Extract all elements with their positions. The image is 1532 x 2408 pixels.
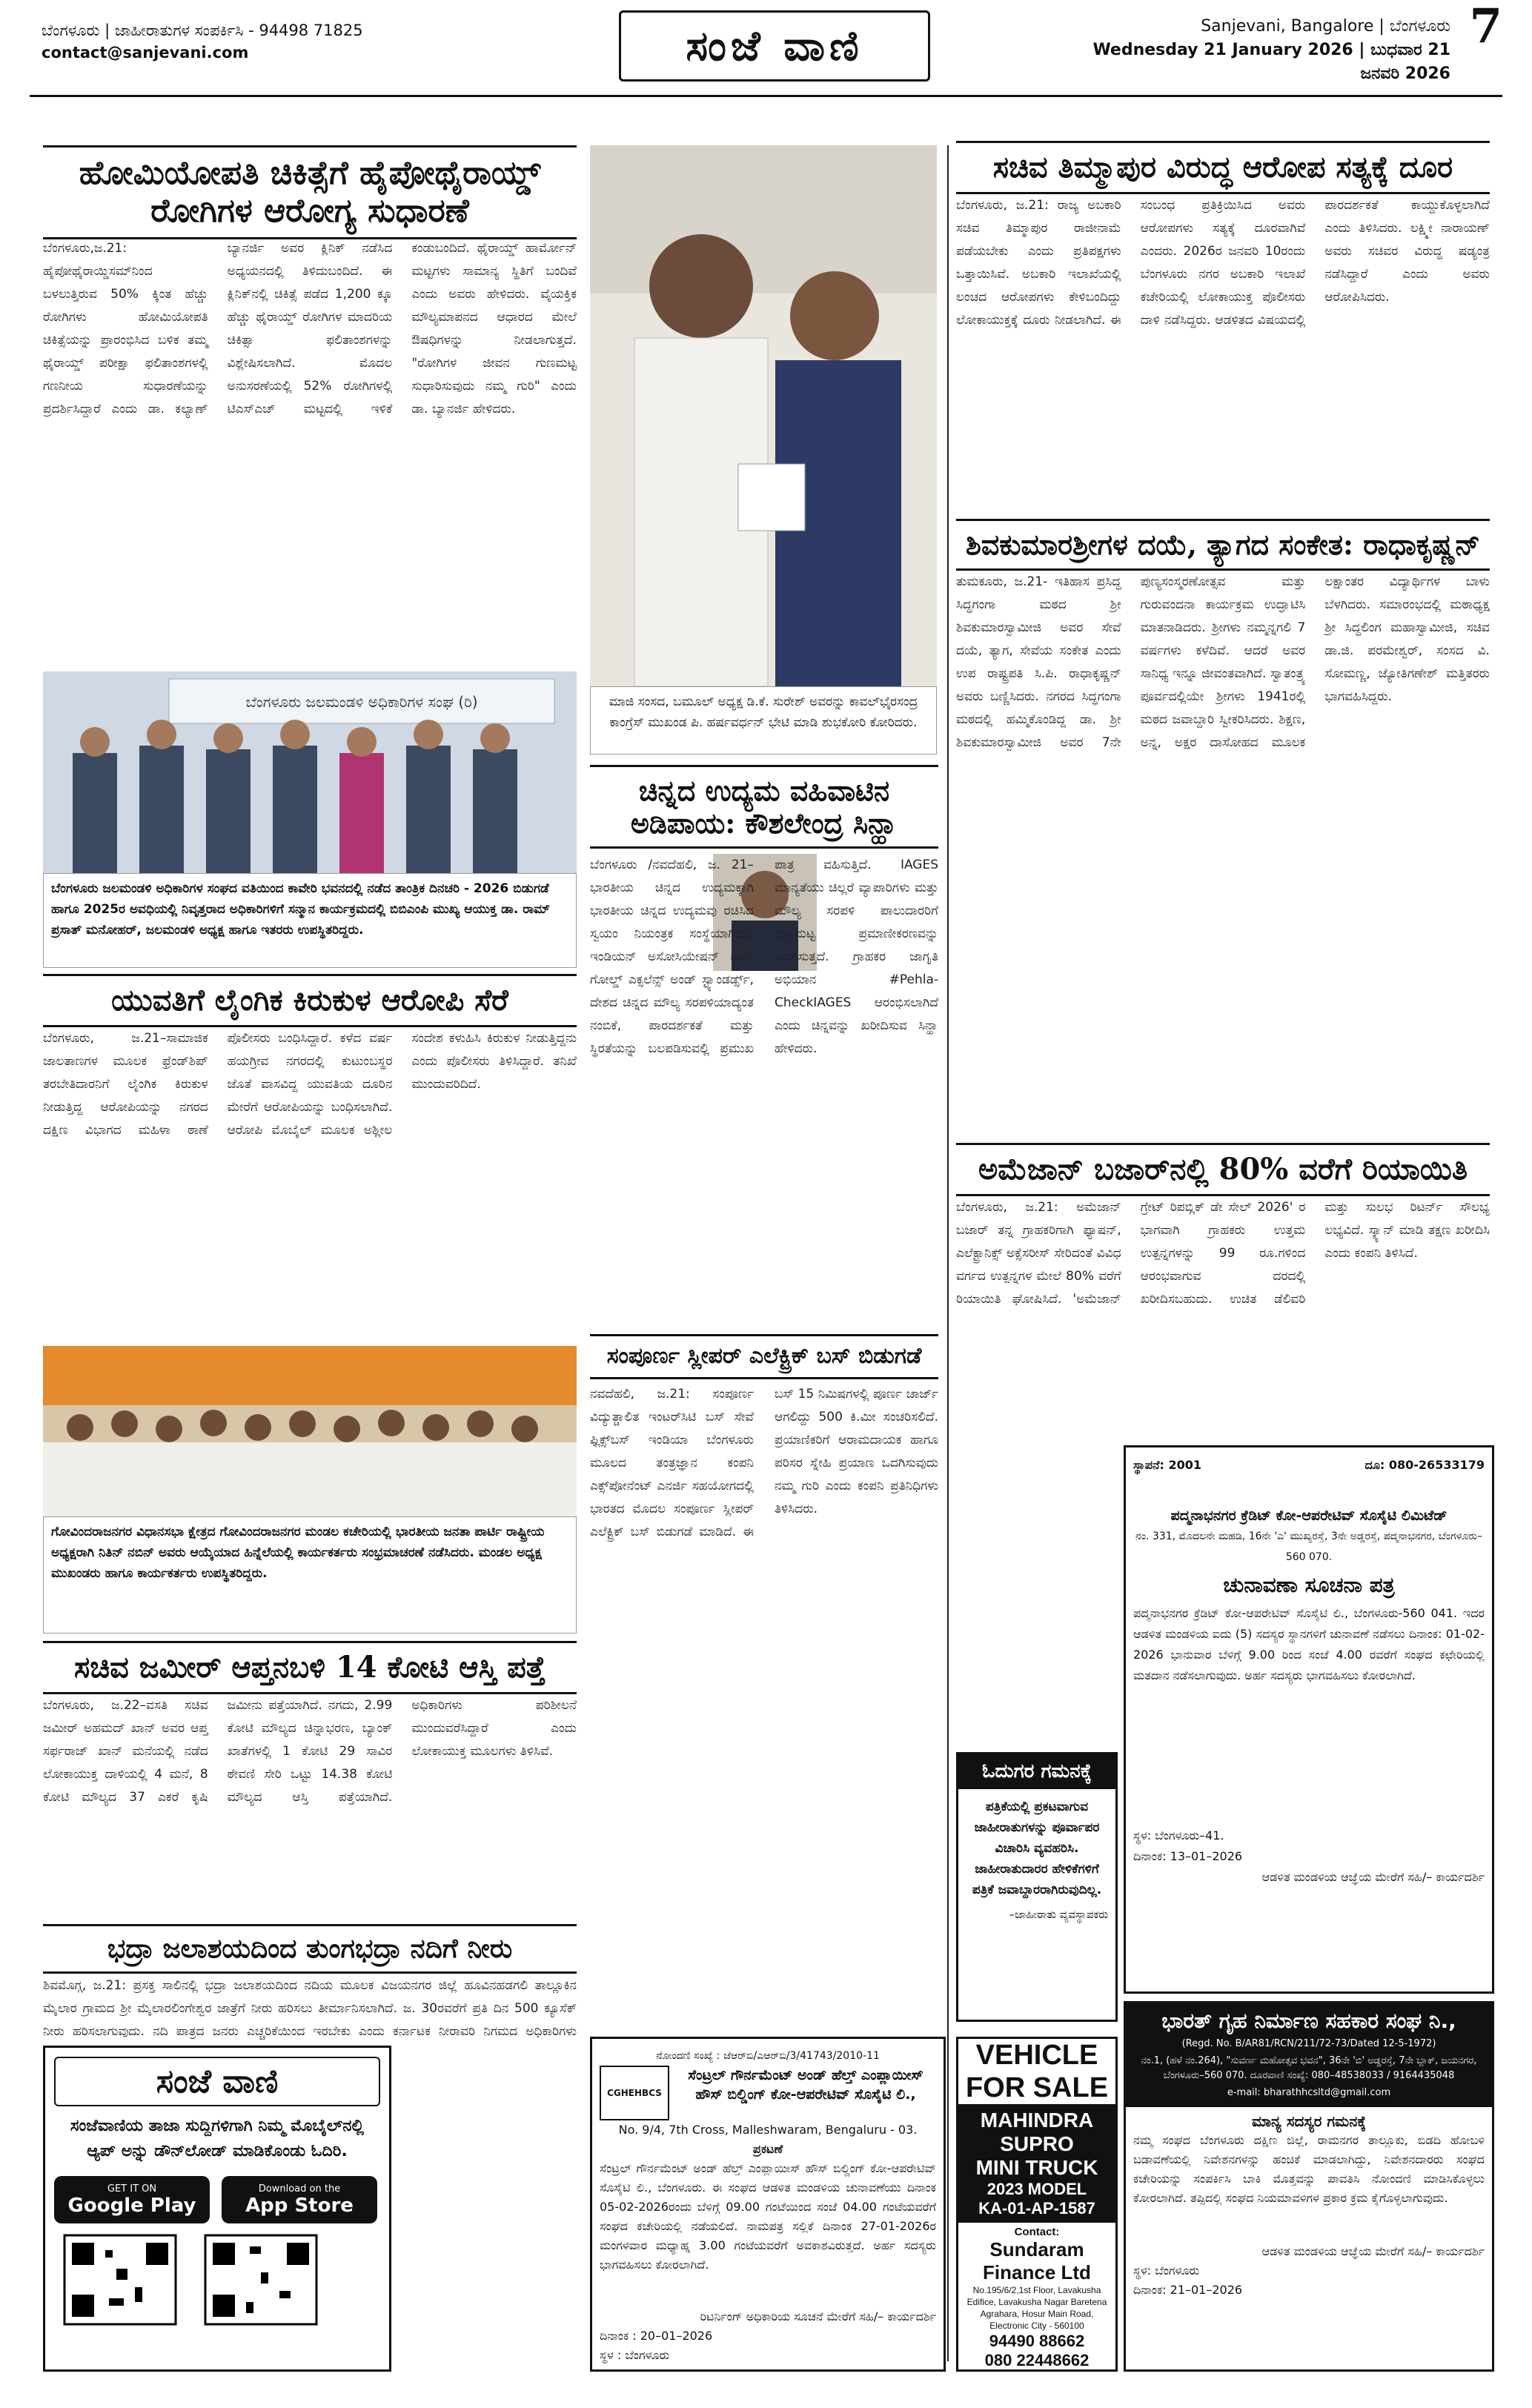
vehicle-ph2[interactable]: 080 22448662 [984, 2351, 1090, 2369]
photo-event [43, 671, 577, 873]
zameer-body: ಬೆಂಗಳೂರು, ಜ.22–ವಸತಿ ಸಚಿವ ಜಮೀರ್ ಅಹಮದ್ ಖಾನ್ ಅವರ ಆಪ್ತ ಸರ್ಫರಾಜ್ ಖಾನ್ ಮನೆಯಲ್ಲಿ ನಡೆದ ಲೋಕಾಯುಕ್ತ ದಾಳಿಯಲ್ಲಿ 4 ಮನೆ, 8 ಕೋಟಿ ಮೌಲ್ಯದ 37 ಎಕರೆ ಕೃಷಿ ಜಮೀನು ಪತ್ತೆಯಾಗಿದೆ. ನಗದು, 2.99 ಕೋಟಿ ಮೌಲ್ಯದ ಚಿನ್ನಾಭರಣ, ಬ್ಯಾಂಕ್ ಖಾತೆಗಳಲ್ಲಿ 1 ಕೋಟಿ 29 ಸಾವಿರ ಠೇವಣಿ ಸೇರಿ ಒಟ್ಟು 14.38 ಕೋಟಿ ಮೌಲ್ಯದ ಆಸ್ತಿ ಪತ್ತೆಯಾಗಿದೆ. ಅಧಿಕಾರಿಗಳು ಪರಿಶೀಲನೆ ಮುಂದುವರೆಸಿದ್ದಾರೆ ಎಂದು ಲೋಕಾಯುಕ್ತ ಮೂಲಗಳು ತಿಳಿಸಿವೆ. [43, 1698, 577, 1805]
page-number: 7 [1469, 0, 1502, 54]
central-body: ಸೆಂಟ್ರಲ್ ಗೌರ್ನಮೆಂಟ್ ಅಂಡ್ ಹೆಲ್ತ್ ಎಂಪ್ಲಾಯೀಸ್ ಹೌಸ್ ಬಿಲ್ಡಿಂಗ್ ಕೋ-ಆಪರೇಟಿವ್ ಸೊಸೈಟಿ ಲಿ., ಬೆಂಗಳೂರು. ಈ ಸಂಘದ ಆಡಳಿತ ಮಂಡಳಿಯ ಚುನಾವಣೆಯು ದಿನಾಂಕ 05-02-2026ರಂದು ಬೆಳಿಗ್ಗೆ 09.00 ಗಂಟೆಯಿಂದ ಸಂಜೆ 04.00 ಗಂಟೆಯವರೆಗೆ ಸಂಘದ ಕಚೇರಿಯಲ್ಲಿ ನಡೆಯಲಿದೆ. ನಾಮಪತ್ರ ಸಲ್ಲಿಕೆ ದಿನಾಂಕ 27-01-2026ರ ಮಂಗಳವಾರ ಮಧ್ಯಾಹ್ನ 3.00 ಗಂಟೆಯವರೆಗೆ ಅವಕಾಶವಿರುತ್ತದೆ. ಅರ್ಹ ಸದಸ್ಯರು ಭಾಗವಹಿಸಲು ಕೋರಲಾಗಿದೆ. [600, 2161, 936, 2272]
vehicle-l3: MAHINDRA [980, 2109, 1094, 2132]
masthead-left [42, 19, 457, 64]
coop-sign: ಆಡಳಿತ ಮಂಡಳಿಯ ಆಜ್ಞೆಯ ಮೇರೆಗೆ ಸಹಿ/– ಕಾರ್ಯದರ್ಶಿ [1261, 1870, 1485, 1884]
central-logo: CGHEHBCS [600, 2066, 669, 2120]
date-line: Wednesday 21 January 2026 | ಬುಧವಾರ 21 ಜನವರಿ 2026 [1092, 41, 1450, 83]
photo-bjp-caption: ಗೋವಿಂದರಾಜನಗರ ವಿಧಾನಸಭಾ ಕ್ಷೇತ್ರದ ಗೋವಿಂದರಾಜನಗರ ಮಂಡಲ ಕಚೇರಿಯಲ್ಲಿ ಭಾರತೀಯ ಜನತಾ ಪಾರ್ಟಿ ರಾಷ್ಟ್ರೀಯ ಅಧ್ಯಕ್ಷರಾಗಿ ನಿತಿನ್ ನಬಿನ್ ಅವರು ಆಯ್ಕೆಯಾದ ಹಿನ್ನೆಲೆಯಲ್ಲಿ ಕಾರ್ಯಕರ್ತರು ಸಂಭ್ರಮಾಚರಣೆ ನಡೆಸಿದರು. ಮಂಡಲ ಅಧ್ಯಕ್ಷ ಮುಖಂಡರು ಹಾಗೂ ಕಾರ್ಯಕರ್ತರು ಉಪಸ್ಥಿತರಿದ್ದರು. [43, 1516, 577, 1633]
chinnada-body: ಬೆಂಗಳೂರು /ನವದೆಹಲಿ, ಜ. 21– ಭಾರತೀಯ ಚಿನ್ನದ ಉದ್ಯಮಕ್ಕಾಗಿ ಭಾರತೀಯ ಚಿನ್ನದ ಉದ್ಯಮವು ರಚಿಸಿದ ಸ್ವಯಂ ನಿಯಂತ್ರಕ ಸಂಸ್ಥೆಯಾಗಿರುವ ಇಂಡಿಯನ್ ಅಸೋಸಿಯೇಷನ್ ಫಾರ್ ಗೋಲ್ಡ್ ಎಕ್ಸಲೆನ್ಸ್ ಅಂಡ್ ಸ್ಟ್ಯಾಂಡರ್ಡ್ಸ್, ದೇಶದ ಚಿನ್ನದ ಮೌಲ್ಯ ಸರಪಳಿಯಾದ್ಯಂತ ನಂಬಿಕೆ, ಪಾರದರ್ಶಕತೆ ಮತ್ತು ಸ್ಥಿರತೆಯನ್ನು ಬಲಪಡಿಸುವಲ್ಲಿ ಪ್ರಮುಖ ಪಾತ್ರ ವಹಿಸುತ್ತಿದೆ. IAGES ಮಾನ್ಯತೆಯು ಚಿಲ್ಲರೆ ವ್ಯಾಪಾರಿಗಳು ಮತ್ತು ಮೌಲ್ಯ ಸರಪಳಿ ಪಾಲುದಾರರಿಗೆ ಗುಣಮಟ್ಟ ಪ್ರಮಾಣೀಕರಣವನ್ನು ಒದಗಿಸುತ್ತದೆ. ಗ್ರಾಹಕರ ಜಾಗೃತಿ ಅಭಿಯಾನ #Pehla-CheckIAGES ಆರಂಭಿಸಲಾಗಿದೆ ಎಂದು ಚಿನ್ನವನ್ನು ಖರೀದಿಸುವ ಸಿನ್ಹಾ ಹೇಳಿದರು. [590, 858, 938, 1056]
housing-date: ದಿನಾಂಕ: 21–01–2026 [1133, 2283, 1243, 2297]
coop-body: ಪದ್ಮನಾಭನಗರ ಕ್ರೆಡಿಟ್ ಕೋ-ಆಪರೇಟಿವ್ ಸೊಸೈಟಿ ಲಿ., ಬೆಂಗಳೂರು-560 041. ಇದರ ಆಡಳಿತ ಮಂಡಳಿಯ ಐದು (5) ಸದಸ್ಯರ ಸ್ಥಾನಗಳಿಗೆ ಚುನಾವಣೆ ನಡೆಸಲು ದಿನಾಂಕ: 01-02-2026 ಭಾನುವಾರ ಬೆಳಿಗ್ಗೆ 9.00 ರಿಂದ ಸಂಜೆ 4.00 ರವರೆಗೆ ಸಂಘದ ಕಛೇರಿಯಲ್ಲಿ ಮತದಾನ ನಡೆಸಲಾಗುವುದು. ಅರ್ಹ ಸದಸ್ಯರು ಭಾಗವಹಿಸಲು ಕೋರಲಾಗಿದೆ. [1133, 1606, 1485, 1682]
qr-code-android[interactable] [64, 2235, 176, 2324]
central-society-notice [590, 2037, 946, 2372]
newspaper-logo [619, 10, 930, 82]
homeo-headline-line2: ರೋಗಿಗಳ ಆರೋಗ್ಯ ಸುಧಾರಣೆ [150, 191, 469, 230]
app-ad-text: ಸಂಜೆವಾಣಿಯ ತಾಜಾ ಸುದ್ದಿಗಳಿಗಾಗಿ ನಿಮ್ಮ ಮೊಬೈಲ್‌ನಲ್ಲಿ ಆ್ಯಪ್ ಅನ್ನು ಡೌನ್‌ಲೋಡ್ ಮಾಡಿಕೊಂಡು ಓದಿರಿ. [70, 2117, 365, 2160]
bhadra-body-top: ಶಿವಮೊಗ್ಗ, ಜ.21: ಪ್ರಸಕ್ತ ಸಾಲಿನಲ್ಲಿ ಭದ್ರಾ ಜಲಾಶಯದಿಂದ ನದಿಯ ಮೂಲಕ ವಿಜಯನಗರ ಜಿಲ್ಲೆ ಹೂವಿನಹಡಗಲಿ ತಾಲ್ಲೂಕಿನ ಮೈಲಾರ ಗ್ರಾಮದ ಶ್ರೀ ಮೈಲಾರಲಿಂಗೇಶ್ವರ ಜಾತ್ರೆಗೆ ನೀರು ಹರಿಸಲು ತೀರ್ಮಾನಿಸಲಾಗಿದೆ. ಜ. 30ರವರೆಗೆ ಪ್ರತಿ ದಿನ 500 ಕ್ಯೂಸೆಕ್ ನೀರು ಹರಿಸಲಾಗುವುದು. ನದಿ ಪಾತ್ರದ ಜನರು ಎಚ್ಚರಿಕೆಯಿಂದ ಇರಬೇಕು ಎಂದು ಕರ್ನಾಟಕ ನೀರಾವರಿ ನಿಗಮದ ಅಧಿಕಾರಿಗಳು [43, 1978, 577, 2039]
app-ad-logo: ಸಂಜೆ ವಾಣಿ [54, 2057, 380, 2106]
crowd-illustration [43, 1346, 577, 1516]
photo-people-illustration [590, 145, 937, 686]
google-play-small: GET IT ON [107, 2183, 157, 2195]
housing-sign: ಆಡಳಿತ ಮಂಡಳಿಯ ಆಜ್ಞೆಯ ಮೇರೆಗೆ ಸಹಿ/– ಕಾರ್ಯದರ್ಶಿ [1261, 2244, 1485, 2258]
event-banner-text: ಬೆಂಗಳೂರು ಜಲಮಂಡಳಿ ಅಧಿಕಾರಿಗಳ ಸಂಘ (ರಿ) [245, 693, 478, 711]
housing-title: ಮಾನ್ಯ ಸದಸ್ಯರ ಗಮನಕ್ಕೆ [1251, 2112, 1367, 2130]
qr-code-ios[interactable] [205, 2235, 316, 2324]
readers-notice-sign: –ಜಾಹೀರಾತು ವ್ಯವಸ್ಥಾಪಕರು [1009, 1908, 1108, 1921]
vehicle-l5: MINI TRUCK [975, 2156, 1098, 2179]
vehicle-firm1: Sundaram [989, 2238, 1084, 2261]
vehicle-l6: 2023 MODEL [986, 2180, 1087, 2198]
photo-suresh-caption: ಮಾಜಿ ಸಂಸದ, ಬಮೂಲ್ ಅಧ್ಯಕ್ಷ ಡಿ.ಕೆ. ಸುರೇಶ್ ಅವರನ್ನು ಕಾವಲ್‌ಭೈರಸಂದ್ರ ಕಾಂಗ್ರೆಸ್ ಮುಖಂಡ ಪಿ. ಹರ್ಷವರ್ಧನ್ ಭೇಟಿ ಮಾಡಿ ಶುಭಕೋರಿ ಕೋರಿದರು. [590, 686, 937, 754]
vehicle-l7: KA-01-AP-1587 [978, 2199, 1095, 2218]
vehicle-addr: No.195/6/2,1st Floor, Lavakusha Edifice, Lavakusha Nagar Baretena Agrahara, Hosur Main Road, Electronic City - 560100 [966, 2285, 1107, 2331]
sachiva-body: ಬೆಂಗಳೂರು, ಜ.21: ರಾಜ್ಯ ಅಬಕಾರಿ ಸಚಿವ ತಿಮ್ಮಾಪುರ ರಾಜೀನಾಮೆ ಪಡೆಯಬೇಕು ಎಂದು ಪ್ರತಿಪಕ್ಷಗಳು ಒತ್ತಾಯಿಸಿವೆ. ಅಬಕಾರಿ ಇಲಾಖೆಯಲ್ಲಿ ಲಂಚದ ಆರೋಪಗಳು ಕೇಳಿಬಂದಿದ್ದು ಲೋಕಾಯುಕ್ತಕ್ಕೆ ದೂರು ನೀಡಲಾಗಿದೆ. ಈ ಸಂಬಂಧ ಪ್ರತಿಕ್ರಿಯಿಸಿದ ಅವರು ಆರೋಪಗಳು ಸತ್ಯಕ್ಕೆ ದೂರವಾಗಿವೆ ಎಂದರು. 2026ರ ಜನವರಿ 10ರಂದು ಬೆಂಗಳೂರು ನಗರ ಅಬಕಾರಿ ಇಲಾಖೆ ಕಚೇರಿಯಲ್ಲಿ ಲೋಕಾಯುಕ್ತ ಪೊಲೀಸರು ದಾಳಿ ನಡೆಸಿದ್ದರು. ಆಡಳಿತದ ವಿಷಯದಲ್ಲಿ ಪಾರದರ್ಶಕತೆ ಕಾಯ್ದುಕೊಳ್ಳಲಾಗಿದೆ ಎಂದು ತಿಳಿಸಿದರು. ಲಕ್ಷ್ಮೀ ನಾರಾಯಣ್ ಅವರು ಸಚಿವರ ವಿರುದ್ಧ ಷಡ್ಯಂತ್ರ ನಡೆಸಿದ್ದಾರೆ ಎಂದು ಅವರು ಆರೋಪಿಸಿದರು. [956, 198, 1490, 328]
vehicle-contact: Contact: [1014, 2226, 1060, 2238]
ad-contact-line: ಬೆಂಗಳೂರು | ಜಾಹೀರಾತುಗಳ ಸಂಪರ್ಕಿಸಿ - 94498 71825 [42, 21, 363, 39]
vehicle-l4: SUPRO [1000, 2132, 1074, 2155]
app-store-label: App Store [245, 2194, 354, 2217]
housing-society-notice [1124, 2001, 1494, 2372]
photo-bjp [43, 1346, 577, 1516]
google-play-button[interactable] [54, 2176, 210, 2223]
coop-address: ನಂ. 331, ಮೊದಲನೇ ಮಹಡಿ, 16ನೇ 'ಎ' ಮುಖ್ಯರಸ್ತೆ, 3ನೇ ಅಡ್ಡರಸ್ತೆ, ಪದ್ಮನಾಭನಗರ, ಬೆಂಗಳೂರು–560 070. [1135, 1530, 1482, 1563]
photo-event-caption: ಬೆಂಗಳೂರು ಜಲಮಂಡಳಿ ಅಧಿಕಾರಿಗಳ ಸಂಘದ ವತಿಯಿಂದ ಕಾವೇರಿ ಭವನದಲ್ಲಿ ನಡೆದ ತಾಂತ್ರಿಕ ದಿನಚರಿ - 2026 ಬಿಡುಗಡೆ ಹಾಗೂ 2025ರ ಅವಧಿಯಲ್ಲಿ ನಿವೃತ್ತರಾದ ಅಧಿಕಾರಿಗಳಿಗೆ ಸನ್ಮಾನ ಕಾರ್ಯಕ್ರಮದಲ್ಲಿ ಬಿಬಿಎಂಪಿ ಮುಖ್ಯ ಆಯುಕ್ತ ಡಾ. ರಾಮ್ ಪ್ರಸಾತ್ ಮನೋಹರ್, ಜಲಮಂಡಳಿ ಅಧ್ಯಕ್ಷ ಹಾಗೂ ಇತರರು ಉಪಸ್ಥಿತರಿದ್ದರು. [43, 873, 577, 968]
coop-established: ಸ್ಥಾಪನೆ: 2001 [1133, 1458, 1202, 1472]
app-download-ad [43, 2046, 391, 2372]
yuvati-headline: ಯುವತಿಗೆ ಲೈಂಗಿಕ ಕಿರುಕುಳ ಆರೋಪಿ ಸೆರೆ [43, 974, 577, 1027]
housing-reg: (Regd. No. B/AR81/RCN/211/72-73/Dated 12-5-1972) [1181, 2038, 1436, 2049]
column-divider [947, 145, 949, 2361]
readers-notice [956, 1752, 1118, 2022]
app-store-small: Download on the [258, 2183, 341, 2195]
masthead-right [1087, 0, 1502, 86]
chinnada-headline-line1: ಚಿನ್ನದ ಉದ್ಯಮ ವಹಿವಾಟಿನ [638, 774, 890, 807]
bus-body: ನವದೆಹಲಿ, ಜ.21: ಸಂಪೂರ್ಣ ವಿದ್ಯುತ್ಚಾಲಿತ ಇಂಟರ್‌ಸಿಟಿ ಬಸ್ ಸೇವೆ ಫ್ಲಿಕ್ಸ್‌ಬಸ್ ಇಂಡಿಯಾ ಬೆಂಗಳೂರು ಮೂಲದ ತಂತ್ರಜ್ಞಾನ ಕಂಪನಿ ಎಕ್ಸ್‌ಪೋನೆಂಟ್ ಎನರ್ಜಿ ಸಹಯೋಗದಲ್ಲಿ ಭಾರತದ ಮೊದಲ ಸಂಪೂರ್ಣ ಸ್ಲೀಪರ್ ಎಲೆಕ್ಟ್ರಿಕ್ ಬಸ್ ಬಿಡುಗಡೆ ಮಾಡಿದೆ. ಈ ಬಸ್ 15 ನಿಮಿಷಗಳಲ್ಲಿ ಪೂರ್ಣ ಚಾರ್ಜ್ ಆಗಲಿದ್ದು 500 ಕಿ.ಮೀ ಸಂಚರಿಸಲಿದೆ. ಪ್ರಯಾಣಿಕರಿಗೆ ಆರಾಮದಾಯಕ ಹಾಗೂ ಪರಿಸರ ಸ್ನೇಹಿ ಪ್ರಯಾಣ ಒದಗಿಸುವುದು ನಮ್ಮ ಗುರಿ ಎಂದು ಕಂಪನಿ ಪ್ರತಿನಿಧಿಗಳು ತಿಳಿಸಿದರು. [590, 1387, 938, 1539]
coop-name: ಪದ್ಮನಾಭನಗರ ಕ್ರೆಡಿಟ್ ಕೋ-ಆಪರೇಟಿವ್ ಸೊಸೈಟಿ ಲಿಮಿಟೆಡ್ [1170, 1508, 1448, 1524]
housing-place: ಸ್ಥಳ: ಬೆಂಗಳೂರು [1133, 2263, 1200, 2278]
event-stage-illustration [43, 671, 577, 873]
google-play-label: Google Play [67, 2194, 196, 2217]
central-place: ಸ್ಥಳ : ಬೆಂಗಳೂರು [600, 2348, 670, 2362]
zameer-headline: ಸಚಿವ ಜಮೀರ್ ಆಪ್ತನಬಳಿ 14 ಕೋಟಿ ಆಸ್ತಿ ಪತ್ತೆ [43, 1641, 577, 1694]
readers-notice-header: ಓದುಗರ ಗಮನಕ್ಕೆ [958, 1754, 1115, 1789]
vehicle-for-sale-ad [956, 2037, 1118, 2372]
chinnada-headline [590, 765, 938, 849]
chinnada-headline-line2: ಅಡಿಪಾಯ: ಕೌಶಲೇಂದ್ರ ಸಿನ್ಹಾ [630, 806, 898, 840]
vehicle-l2: FOR SALE [965, 2072, 1109, 2103]
photo-suresh [590, 145, 937, 686]
vehicle-firm2: Finance Ltd [983, 2261, 1091, 2283]
central-title: ಪ್ರಕಟಣೆ [752, 2142, 783, 2156]
coop-title: ಚುನಾವಣಾ ಸೂಚನಾ ಪತ್ರ [1223, 1573, 1395, 1597]
coop-phone: ದೂ: 080-26533179 [1364, 1458, 1485, 1472]
edition-line: Sanjevani, Bangalore | ಬೆಂಗಳೂರು [1201, 17, 1450, 36]
housing-body: ನಮ್ಮ ಸಂಘದ ಬೆಂಗಳೂರು ದಕ್ಷಿಣ ಜಿಲ್ಲೆ, ರಾಮನಗರ ತಾಲ್ಲೂಕು, ಬಿಡದಿ ಹೋಬಳಿ ಬಡಾವಣೆಯಲ್ಲಿ ನಿವೇಶನಗಳನ್ನು ಹಂಚಿಕೆ ಮಾಡಲಾಗಿದ್ದು, ನಿವೇಶನದಾರರು ಸಂಘದ ಕಚೇರಿಯನ್ನು ಸಂಪರ್ಕಿಸಿ ಬಾಕಿ ಮೊತ್ತವನ್ನು ಪಾವತಿಸಿ ನೋಂದಣಿ ಮಾಡಿಸಿಕೊಳ್ಳಲು ಕೋರಲಾಗಿದೆ. ತಪ್ಪಿದಲ್ಲಿ ಸಂಘದ ನಿಯಮಾವಳಿಗಳ ಪ್ರಕಾರ ಕ್ರಮ ಕೈಗೊಳ್ಳಲಾಗುವುದು. [1133, 2133, 1485, 2205]
masthead-rule [30, 95, 1502, 97]
tiptur-headline: ಶಿವಕುಮಾರಶ್ರೀಗಳ ದಯೆ, ತ್ಯಾಗದ ಸಂಕೇತ: ರಾಧಾಕೃಷ್ಣನ್ [956, 519, 1490, 571]
app-store-button[interactable] [222, 2176, 377, 2223]
amazon-headline: ಅಮೆಜಾನ್ ಬಜಾರ್‌ನಲ್ಲಿ 80% ವರೆಗೆ ರಿಯಾಯಿತಿ [956, 1143, 1490, 1196]
central-sign: ರಿಟರ್ನಿಂಗ್ ಅಧಿಕಾರಿಯ ಸೂಚನೆ ಮೇರೆಗೆ ಸಹಿ/– ಕಾರ್ಯದರ್ಶಿ [700, 2309, 936, 2324]
housing-email[interactable]: e-mail: bharathhcsltd@gmail.com [1227, 2087, 1391, 2098]
sachiva-headline: ಸಚಿವ ತಿಮ್ಮಾಪುರ ವಿರುದ್ಧ ಆರೋಪ ಸತ್ಯಕ್ಕೆ ದೂರ [956, 141, 1490, 194]
readers-notice-body: ಪತ್ರಿಕೆಯಲ್ಲಿ ಪ್ರಕಟವಾಗುವ ಜಾಹೀರಾತುಗಳನ್ನು ಪೂರ್ವಾಪರ ವಿಚಾರಿಸಿ ವ್ಯವಹರಿಸಿ. ಜಾಹೀರಾತುದಾರರ ಹೇಳಿಕೆಗಳಿಗೆ ಪತ್ರಿಕೆ ಜವಾಬ್ದಾರರಾಗಿರುವುದಿಲ್ಲ. [972, 1800, 1102, 1897]
central-name: ಸೆಂಟ್ರಲ್ ಗೌರ್ನಮೆಂಟ್ ಅಂಡ್ ಹೆಲ್ತ್ ಎಂಪ್ಲಾಯೀಸ್ ಹೌಸ್ ಬಿಲ್ಡಿಂಗ್ ಕೋ-ಆಪರೇಟಿವ್ ಸೊಸೈಟಿ ಲಿ., [688, 2067, 923, 2103]
homeo-headline-line1: ಹೋಮಿಯೋಪತಿ ಚಿಕಿತ್ಸೆಗೆ ಹೈಪೋಥೈರಾಯ್ಡ್ [79, 154, 541, 192]
central-address: No. 9/4, 7th Cross, Malleshwaram, Bengaluru - 03. [618, 2123, 918, 2137]
vehicle-l1: VEHICLE [975, 2040, 1098, 2071]
contact-email[interactable]: contact@sanjevani.com [42, 44, 249, 62]
central-reg-line: ನೋಂದಣಿ ಸಂಖ್ಯೆ : ಜೆಆರ್‌ಬಿ/ಎಆರ್‌ಬಿ/3/41743/2010-11 [656, 2050, 880, 2062]
amazon-body: ಬೆಂಗಳೂರು, ಜ.21: ಅಮೆಜಾನ್ ಬಜಾರ್ ತನ್ನ ಗ್ರಾಹಕರಿಗಾಗಿ ಫ್ಯಾಷನ್, ಎಲೆಕ್ಟ್ರಾನಿಕ್ಸ್ ಅಕ್ಸೆಸರೀಸ್ ಸೇರಿದಂತೆ ವಿವಿಧ ವರ್ಗದ ಉತ್ಪನ್ನಗಳ ಮೇಲೆ 80% ವರೆಗೆ ರಿಯಾಯಿತಿ ಘೋಷಿಸಿದೆ. 'ಅಮೆಜಾನ್ ಗ್ರೇಟ್ ರಿಪಬ್ಲಿಕ್ ಡೇ ಸೇಲ್ 2026' ರ ಭಾಗವಾಗಿ ಗ್ರಾಹಕರು ಉತ್ತಮ ಉತ್ಪನ್ನಗಳನ್ನು 99 ರೂ.ಗಳಿಂದ ಆರಂಭವಾಗುವ ದರದಲ್ಲಿ ಖರೀದಿಸಬಹುದು. ಉಚಿತ ಡೆಲಿವರಿ ಮತ್ತು ಸುಲಭ ರಿಟರ್ನ್ ಸೌಲಭ್ಯ ಲಭ್ಯವಿದೆ. ಸ್ಕ್ಯಾನ್ ಮಾಡಿ ತಕ್ಷಣ ಖರೀದಿಸಿ ಎಂದು ಕಂಪನಿ ತಿಳಿಸಿದೆ. [956, 1200, 1490, 1307]
housing-name: ಭಾರತ್ ಗೃಹ ನಿರ್ಮಾಣ ಸಹಕಾರ ಸಂಘ ನಿ., [1161, 2009, 1456, 2033]
vehicle-ph1[interactable]: 94490 88662 [989, 2332, 1085, 2350]
bhadra-headline: ಭದ್ರಾ ಜಲಾಶಯದಿಂದ ತುಂಗಭದ್ರಾ ನದಿಗೆ ನೀರು [43, 1924, 577, 1974]
coop-election-notice [1124, 1445, 1494, 1994]
homeo-body: ಬೆಂಗಳೂರು,ಜ.21: ಹೈಪೋಥೈರಾಯ್ಡಿಸಮ್‌ನಿಂದ ಬಳಲುತ್ತಿರುವ 50% ಕ್ಕಿಂತ ಹೆಚ್ಚು ರೋಗಿಗಳು ಹೋಮಿಯೋಪತಿ ಚಿಕಿತ್ಸೆಯನ್ನು ಪ್ರಾರಂಭಿಸಿದ ಬಳಿಕ ತಮ್ಮ ಥೈರಾಯ್ಡ್ ಪರೀಕ್ಷಾ ಫಲಿತಾಂಶಗಳಲ್ಲಿ ಗಣನೀಯ ಸುಧಾರಣೆಯನ್ನು ಪ್ರದರ್ಶಿಸಿದ್ದಾರೆ ಎಂದು ಡಾ. ಕಲ್ಯಾಣ್ ಬ್ಯಾನರ್ಜಿ ಅವರ ಕ್ಲಿನಿಕ್ ನಡೆಸಿದ ಅಧ್ಯಯನದಲ್ಲಿ ತಿಳಿದುಬಂದಿದೆ. ಈ ಕ್ಲಿನಿಕ್‌ನಲ್ಲಿ ಚಿಕಿತ್ಸೆ ಪಡೆದ 1,200 ಕ್ಕೂ ಹೆಚ್ಚು ಥೈರಾಯ್ಡ್ ರೋಗಿಗಳ ಮಾದರಿಯ ಚಿಕಿತ್ಸಾ ಫಲಿತಾಂಶಗಳನ್ನು ವಿಶ್ಲೇಷಿಸಲಾಗಿದೆ. ಮೊದಲ ಅನುಸರಣೆಯಲ್ಲಿ 52% ರೋಗಿಗಳಲ್ಲಿ ಟಿಎಸ್‌ಎಚ್ ಮಟ್ಟದಲ್ಲಿ ಇಳಿಕೆ ಕಂಡುಬಂದಿದೆ. ಥೈರಾಯ್ಡ್ ಹಾರ್ಮೋನ್ ಮಟ್ಟಗಳು ಸಾಮಾನ್ಯ ಸ್ಥಿತಿಗೆ ಬಂದಿವೆ ಎಂದು ಅವರು ಹೇಳಿದರು. ವೈಯಕ್ತಿಕ ಮೌಲ್ಯಮಾಪನದ ಆಧಾರದ ಮೇಲೆ ಔಷಧಿಗಳನ್ನು ನೀಡಲಾಗುತ್ತದೆ. "ರೋಗಿಗಳ ಜೀವನ ಗುಣಮಟ್ಟ ಸುಧಾರಿಸುವುದು ನಮ್ಮ ಗುರಿ" ಎಂದು ಡಾ. ಬ್ಯಾನರ್ಜಿ ಹೇಳಿದರು. [43, 241, 577, 417]
central-date: ದಿನಾಂಕ : 20–01–2026 [600, 2329, 713, 2343]
logo-text: ಸಂಜೆ ವಾಣಿ [686, 21, 863, 70]
coop-date: ದಿನಾಂಕ: 13–01–2026 [1133, 1849, 1243, 1863]
yuvati-body: ಬೆಂಗಳೂರು, ಜ.21–ಸಾಮಾಜಿಕ ಜಾಲತಾಣಗಳ ಮೂಲಕ ಫ್ರೆಂಡ್‌ಶಿಪ್ ತರಬೇತಿದಾರನಿಗೆ ಲೈಂಗಿಕ ಕಿರುಕುಳ ನೀಡುತ್ತಿದ್ದ ಆರೋಪಿಯನ್ನು ನಗರದ ದಕ್ಷಿಣ ವಿಭಾಗದ ಮಹಿಳಾ ಠಾಣೆ ಪೊಲೀಸರು ಬಂಧಿಸಿದ್ದಾರೆ. ಕಳೆದ ವರ್ಷ ಹಯಗ್ರೀವ ನಗರದಲ್ಲಿ ಕುಟುಂಬಸ್ಥರ ಜೊತೆ ವಾಸವಿದ್ದ ಯುವತಿಯ ದೂರಿನ ಮೇರೆಗೆ ಆರೋಪಿಯನ್ನು ಬಂಧಿಸಲಾಗಿದೆ. ಆರೋಪಿ ಮೊಬೈಲ್ ಮೂಲಕ ಅಶ್ಲೀಲ ಸಂದೇಶ ಕಳುಹಿಸಿ ಕಿರುಕುಳ ನೀಡುತ್ತಿದ್ದನು ಎಂದು ಪೊಲೀಸರು ತಿಳಿಸಿದ್ದಾರೆ. ತನಿಖೆ ಮುಂದುವರಿದಿದೆ. [43, 1031, 577, 1138]
homeo-headline [43, 145, 577, 239]
bus-headline: ಸಂಪೂರ್ಣ ಸ್ಲೀಪರ್ ಎಲೆಕ್ಟ್ರಿಕ್ ಬಸ್ ಬಿಡುಗಡೆ [590, 1334, 938, 1379]
tiptur-body: ತುಮಕೂರು, ಜ.21- ಇತಿಹಾಸ ಪ್ರಸಿದ್ಧ ಸಿದ್ಧಗಂಗಾ ಮಠದ ಶ್ರೀ ಶಿವಕುಮಾರಸ್ವಾಮೀಜಿ ಅವರ ಸೇವೆ ದಯೆ, ತ್ಯಾಗ, ಸೇವೆಯ ಸಂಕೇತ ಎಂದು ಉಪ ರಾಷ್ಟ್ರಪತಿ ಸಿ.ಪಿ. ರಾಧಾಕೃಷ್ಣನ್ ಅವರು ಬಣ್ಣಿಸಿದರು. ನಗರದ ಸಿದ್ಧಗಂಗಾ ಮಠದಲ್ಲಿ ಹಮ್ಮಿಕೊಂಡಿದ್ದ ಡಾ. ಶ್ರೀ ಶಿವಕುಮಾರಸ್ವಾಮೀಜಿ ಅವರ 7ನೇ ಪುಣ್ಯಸಂಸ್ಮರಣೋತ್ಸವ ಮತ್ತು ಗುರುವಂದನಾ ಕಾರ್ಯಕ್ರಮ ಉದ್ಘಾಟಿಸಿ ಮಾತನಾಡಿದರು. ಶ್ರೀಗಳು ನಮ್ಮನ್ನಗಲಿ 7 ವರ್ಷಗಳು ಕಳೆದಿವೆ. ಆದರೆ ಅವರ ಸಾನಿಧ್ಯ ಇನ್ನೂ ಜೀವಂತವಾಗಿದೆ. ಸ್ವಾತಂತ್ರ್ಯ ಪೂರ್ವದಲ್ಲಿಯೇ ಶ್ರೀಗಳು 1941ರಲ್ಲಿ ಮಠದ ಜವಾಬ್ದಾರಿ ಸ್ವೀಕರಿಸಿದರು. ಶಿಕ್ಷಣ, ಅನ್ನ, ಅಕ್ಷರ ದಾಸೋಹದ ಮೂಲಕ ಲಕ್ಷಾಂತರ ವಿದ್ಯಾರ್ಥಿಗಳ ಬಾಳು ಬೆಳಗಿದರು. ಸಮಾರಂಭದಲ್ಲಿ ಮಠಾಧ್ಯಕ್ಷ ಶ್ರೀ ಸಿದ್ಧಲಿಂಗ ಮಹಾಸ್ವಾಮೀಜಿ, ಸಚಿವ ಡಾ.ಜಿ. ಪರಮೇಶ್ವರ್, ಸಂಸದ ವಿ. ಸೋಮಣ್ಣ, ಜ್ಯೋತಿಗಣೇಶ್ ಮತ್ತಿತರರು ಭಾಗವಹಿಸಿದ್ದರು. [956, 574, 1490, 750]
housing-address: ನಂ.1, (ಹಳೆ ನಂ.264), "ಸುವರ್ಣ ಮಹೋತ್ಸವ ಭವನ", 36ನೇ 'ಬಿ' ಅಡ್ಡರಸ್ತೆ, 7ನೇ ಬ್ಲಾಕ್, ಜಯನಗರ, ಬೆಂಗಳೂರು–560 070. ದೂರವಾಣಿ ಸಂಖ್ಯೆ: 080–48538033 / 9164435048 [1141, 2055, 1477, 2081]
coop-place: ಸ್ಥಳ: ಬೆಂಗಳೂರು–41. [1133, 1828, 1224, 1843]
